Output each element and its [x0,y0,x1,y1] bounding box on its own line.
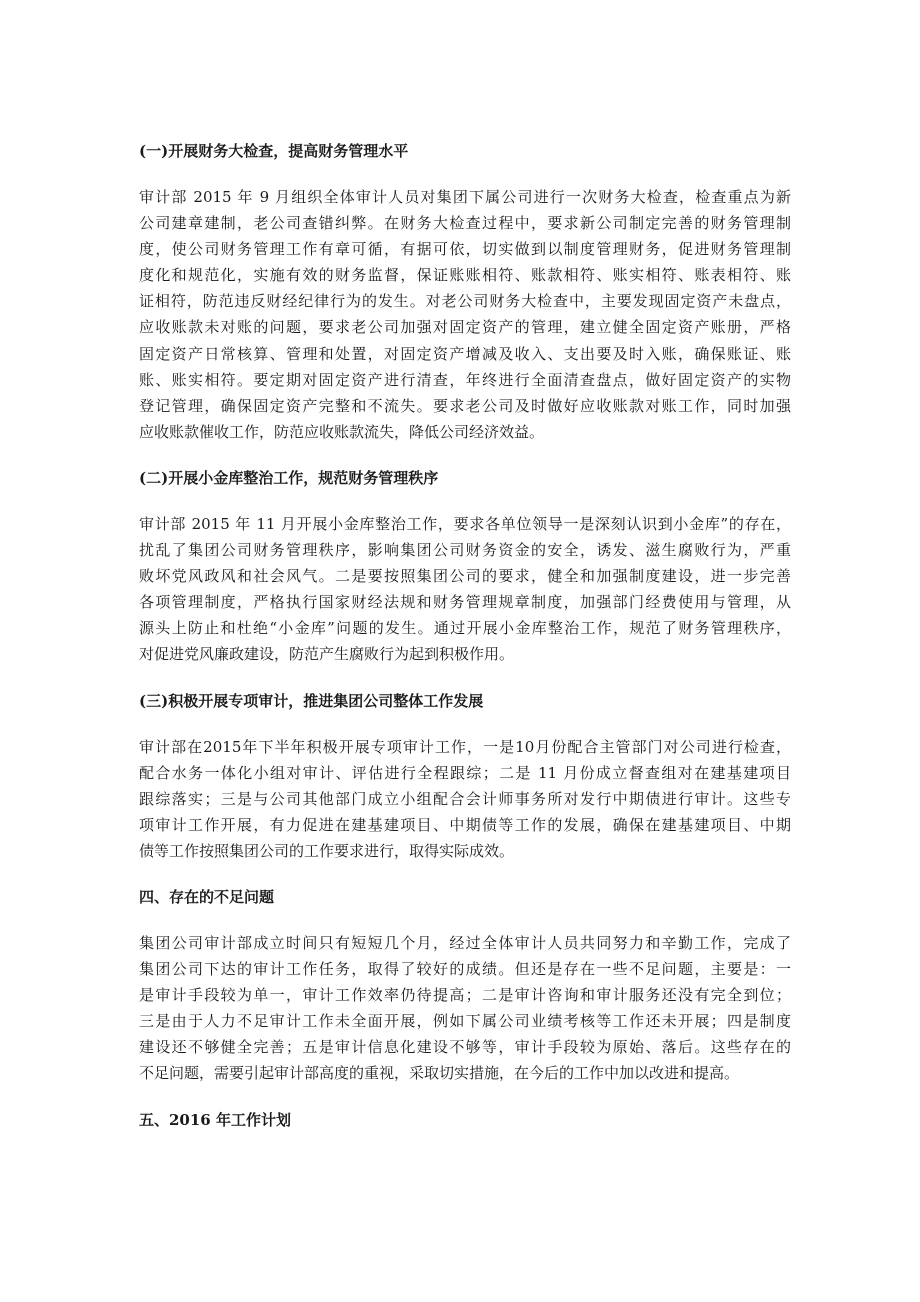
paragraph-line: 审计部 2015 年 9 月组织全体审计人员对集团下属公司进行一次财务大检查，检查重点为新 [139,188,791,206]
paragraph-line: 度，使公司财务管理工作有章可循，有据可依，切实做到以制度管理财务，促进财务管理制 [139,240,791,259]
section-5-heading: 五、2016 年工作计划 [139,1110,291,1129]
section-4-heading: 四、存在的不足问题 [139,887,275,906]
paragraph-line: 集团公司下达的审计工作任务，取得了较好的成绩。但还是存在一些不足问题，主要是：一 [139,960,791,979]
paragraph-line: 跟综落实；三是与公司其他部门成立小组配合会计师事务所对发行中期债进行审计。这些专 [139,789,791,808]
paragraph-line: 项审计工作开展，有力促进在建基建项目、中期债等工作的发展，确保在建基建项目、中期 [139,815,791,834]
paragraph-line: 败坏党风政风和社会风气。二是要按照集团公司的要求，健全和加强制度建设，进一步完善 [139,567,791,586]
document-page [139,138,791,1133]
paragraph-line: 对促进党风廉政建设，防范产生腐败行为起到积极作用。 [139,645,515,664]
section-1-paragraph [139,184,791,445]
paragraph-line: 审计部在2015年下半年积极开展专项审计工作，一是10月份配合主管部门对公司进行检查， [139,737,791,756]
paragraph-line: 审计部 2015 年 11 月开展小金库整治工作，要求各单位领导一是深刻认识到小金库”的存在， [139,514,791,533]
section-3-heading: (三)积极开展专项审计，推进集团公司整体工作发展 [139,691,484,710]
section-2-heading: (二)开展小金库整治工作，规范财务管理秩序 [139,468,439,487]
paragraph-line: 债等工作按照集团公司的工作要求进行，取得实际成效。 [139,841,515,860]
paragraph-line: 集团公司审计部成立时间只有短短几个月，经过全体审计人员共同努力和辛勤工作，完成了 [139,933,791,952]
paragraph-line: 度化和规范化，实施有效的财务监督，保证账账相符、账款相符、账实相符、账表相符、账 [139,266,791,285]
section-4-paragraph [139,930,791,1087]
paragraph-line: 账、账实相符。要定期对固定资产进行清查，年终进行全面清查盘点，做好固定资产的实物 [139,370,791,389]
paragraph-line: 是审计手段较为单一，审计工作效率仍待提高；二是审计咨询和审计服务还没有完全到位； [139,986,791,1005]
paragraph-line: 建设还不够健全完善；五是审计信息化建设不够等，审计手段较为原始、落后。这些存在的 [139,1038,791,1057]
paragraph-line: 应收账款催收工作，防范应收账款流失，降低公司经济效益。 [139,422,545,441]
paragraph-line: 配合水务一体化小组对审计、评估进行全程跟综；二是 11 月份成立督查组对在建基建项目 [139,763,791,782]
section-2-paragraph [139,511,791,668]
paragraph-line: 固定资产日常核算、管理和处置，对固定资产增减及收入、支出要及时入账，确保账证、账 [139,344,791,363]
paragraph-line: 源头上防止和杜绝“小金库”问题的发生。通过开展小金库整治工作，规范了财务管理秩序， [139,619,791,638]
paragraph-line: 扰乱了集团公司财务管理秩序，影响集团公司财务资金的安全，诱发、滋生腐败行为，严重 [139,541,791,560]
paragraph-line: 不足问题，需要引起审计部高度的重视，采取切实措施，在今后的工作中加以改进和提高。 [139,1064,740,1083]
section-3-paragraph [139,734,791,864]
paragraph-line: 各项管理制度，严格执行国家财经法规和财务管理规章制度，加强部门经费使用与管理，从 [139,593,791,612]
paragraph-line: 登记管理，确保固定资产完整和不流失。要求老公司及时做好应收账款对账工作，同时加强 [139,396,791,415]
paragraph-line: 三是由于人力不足审计工作未全面开展，例如下属公司业绩考核等工作还未开展；四是制度 [139,1012,791,1031]
paragraph-line: 应收账款未对账的问题，要求老公司加强对固定资产的管理，建立健全固定资产账册，严格 [139,318,791,337]
paragraph-line: 证相符，防范违反财经纪律行为的发生。对老公司财务大检查中，主要发现固定资产未盘点， [139,292,791,311]
paragraph-line: 公司建章建制，老公司查错纠弊。在财务大检查过程中，要求新公司制定完善的财务管理制 [139,214,791,233]
section-1-heading: (一)开展财务大检查，提高财务管理水平 [139,142,409,160]
